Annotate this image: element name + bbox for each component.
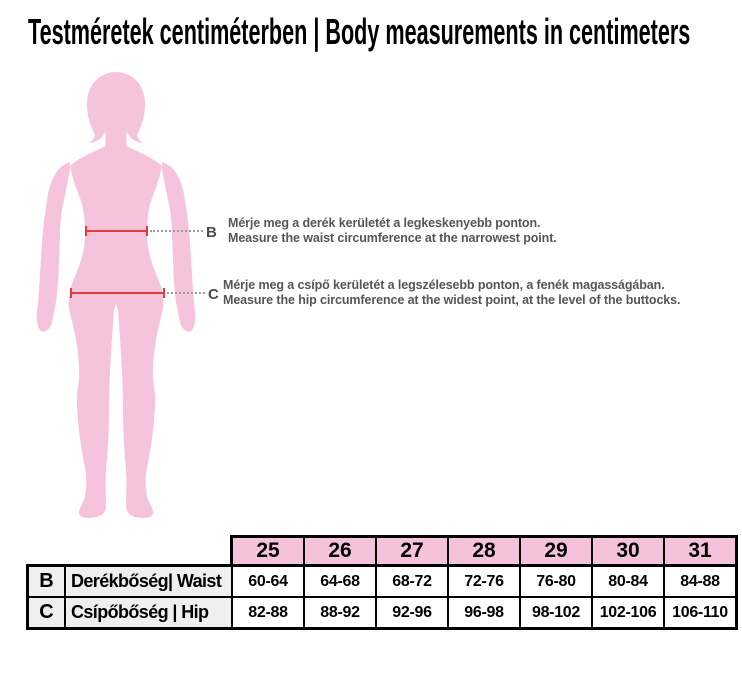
size-table bbox=[26, 535, 738, 630]
measurement-value: 84-88 bbox=[665, 567, 735, 596]
figure-head bbox=[87, 72, 145, 149]
row-letter: B bbox=[29, 567, 64, 596]
measurement-value: 64-68 bbox=[305, 567, 375, 596]
page-title: Testméretek centiméterben | Body measurements in centimeters bbox=[28, 11, 691, 52]
size-header-cell: 25 bbox=[233, 538, 303, 564]
measurement-value: 106-110 bbox=[665, 598, 735, 627]
hip-annotation-hu: Mérje meg a csípő kerületét a legszélesebb ponton, a fenék magasságában. bbox=[223, 278, 665, 292]
figure-torso-legs bbox=[69, 146, 164, 518]
row-letter: C bbox=[29, 598, 64, 627]
hip-measure-line bbox=[70, 292, 165, 294]
measurement-value: 92-96 bbox=[377, 598, 447, 627]
size-table-body bbox=[26, 564, 738, 630]
size-header-cell: 30 bbox=[593, 538, 663, 564]
size-header-cell: 26 bbox=[305, 538, 375, 564]
measurement-value: 68-72 bbox=[377, 567, 447, 596]
hip-letter: C bbox=[208, 286, 219, 303]
size-header-cell: 31 bbox=[665, 538, 735, 564]
measurement-value: 76-80 bbox=[521, 567, 591, 596]
waist-annotation-en: Measure the waist circumference at the narrowest point. bbox=[228, 230, 557, 245]
hip-annotation-en: Measure the hip circumference at the widest point, at the level of the buttocks. bbox=[223, 292, 681, 307]
measurement-value: 102-106 bbox=[593, 598, 663, 627]
figure-right-arm bbox=[162, 162, 195, 332]
waist-letter: B bbox=[206, 224, 217, 241]
row-label: Csípőbőség | Hip bbox=[66, 598, 231, 627]
measurement-value: 96-98 bbox=[449, 598, 519, 627]
hip-annotation bbox=[223, 278, 680, 307]
size-header-row bbox=[230, 535, 738, 564]
size-header-cell: 29 bbox=[521, 538, 591, 564]
measurement-value: 98-102 bbox=[521, 598, 591, 627]
measurement-value: 60-64 bbox=[233, 567, 303, 596]
size-header-cell: 27 bbox=[377, 538, 447, 564]
figure-left-arm bbox=[37, 162, 70, 332]
waist-measure-line bbox=[85, 230, 148, 232]
size-header-cell: 28 bbox=[449, 538, 519, 564]
measurement-value: 82-88 bbox=[233, 598, 303, 627]
measurement-value: 88-92 bbox=[305, 598, 375, 627]
row-label: Derékbőség| Waist bbox=[66, 567, 231, 596]
waist-leader-line bbox=[150, 230, 203, 232]
hip-leader-line bbox=[167, 292, 205, 294]
waist-annotation bbox=[228, 216, 557, 245]
measurement-value: 80-84 bbox=[593, 567, 663, 596]
measurement-value: 72-76 bbox=[449, 567, 519, 596]
waist-annotation-hu: Mérje meg a derék kerületét a legkeskenyebb ponton. bbox=[228, 216, 541, 230]
